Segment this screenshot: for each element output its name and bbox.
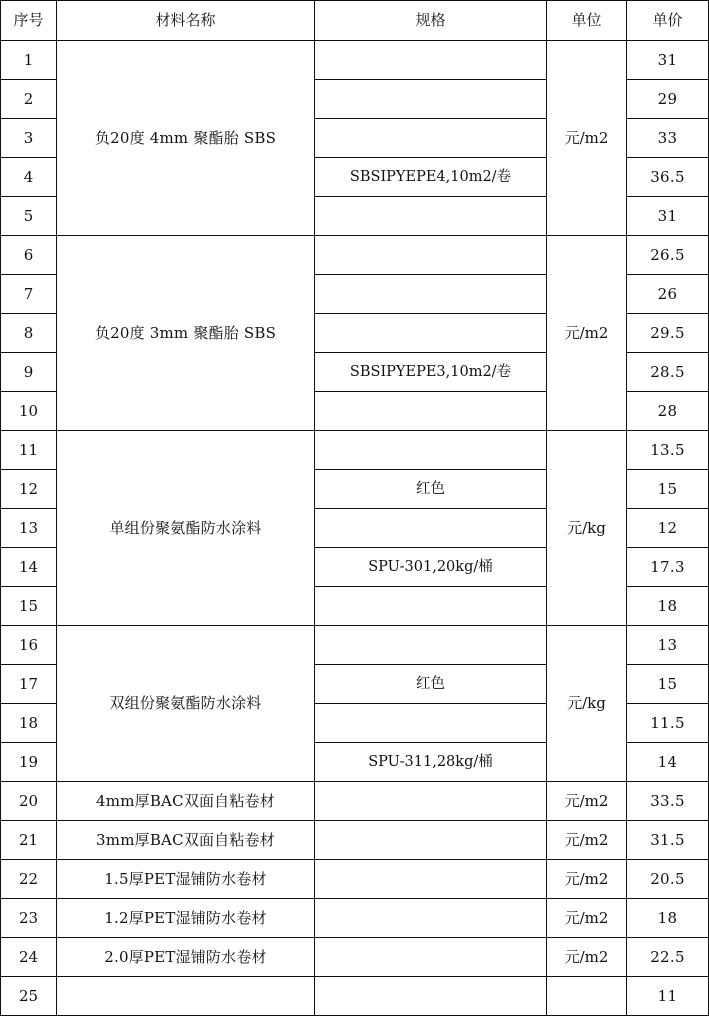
spec-cell [315, 821, 547, 860]
spec-cell [315, 938, 547, 977]
header-price: 单价 [627, 1, 709, 41]
row-no: 3 [1, 119, 57, 158]
price-cell: 28 [627, 392, 709, 431]
table-row [1, 431, 709, 470]
material-name: 单组份聚氨酯防水涂料 [57, 431, 315, 626]
header-spec: 规格 [315, 1, 547, 41]
spec-cell [315, 119, 547, 158]
table-row [1, 938, 709, 977]
price-cell: 14 [627, 743, 709, 782]
spec-cell [315, 977, 547, 1016]
row-no: 6 [1, 236, 57, 275]
material-name: 负20度 3mm 聚酯胎 SBS [57, 236, 315, 431]
price-cell: 11 [627, 977, 709, 1016]
material-name: 3mm厚BAC双面自粘卷材 [57, 821, 315, 860]
row-no: 16 [1, 626, 57, 665]
price-cell: 13.5 [627, 431, 709, 470]
table-row [1, 41, 709, 80]
material-name: 负20度 4mm 聚酯胎 SBS [57, 41, 315, 236]
price-cell: 12 [627, 509, 709, 548]
price-cell: 31 [627, 41, 709, 80]
price-cell: 31.5 [627, 821, 709, 860]
table-row [1, 977, 709, 1016]
row-no: 7 [1, 275, 57, 314]
price-cell: 17.3 [627, 548, 709, 587]
unit-cell: 元/m2 [547, 938, 627, 977]
price-cell: 36.5 [627, 158, 709, 197]
price-cell: 29 [627, 80, 709, 119]
spec-cell: SPU-311,28kg/桶 [315, 743, 547, 782]
price-cell: 33.5 [627, 782, 709, 821]
row-no: 11 [1, 431, 57, 470]
price-cell: 20.5 [627, 860, 709, 899]
row-no: 18 [1, 704, 57, 743]
row-no: 17 [1, 665, 57, 704]
spec-cell [315, 899, 547, 938]
spec-cell [315, 197, 547, 236]
material-name: 1.5厚PET湿铺防水卷材 [57, 860, 315, 899]
spec-cell [315, 80, 547, 119]
table-row [1, 236, 709, 275]
spec-cell [315, 236, 547, 275]
spec-cell: SPU-301,20kg/桶 [315, 548, 547, 587]
price-cell: 22.5 [627, 938, 709, 977]
row-no: 20 [1, 782, 57, 821]
row-no: 25 [1, 977, 57, 1016]
row-no: 12 [1, 470, 57, 509]
table-row [1, 899, 709, 938]
row-no: 23 [1, 899, 57, 938]
spec-cell [315, 275, 547, 314]
unit-cell: 元/m2 [547, 782, 627, 821]
row-no: 1 [1, 41, 57, 80]
spec-cell: SBSIPYEPE3,10m2/卷 [315, 353, 547, 392]
spec-cell [315, 860, 547, 899]
spec-cell: SBSIPYEPE4,10m2/卷 [315, 158, 547, 197]
row-no: 21 [1, 821, 57, 860]
row-no: 14 [1, 548, 57, 587]
spec-cell [315, 392, 547, 431]
unit-cell: 元/m2 [547, 236, 627, 431]
spec-cell [315, 509, 547, 548]
table-row [1, 782, 709, 821]
unit-cell: 元/m2 [547, 899, 627, 938]
material-name: 4mm厚BAC双面自粘卷材 [57, 782, 315, 821]
row-no: 9 [1, 353, 57, 392]
spec-cell [315, 41, 547, 80]
table-row [1, 821, 709, 860]
unit-cell [547, 977, 627, 1016]
spec-cell [315, 704, 547, 743]
row-no: 10 [1, 392, 57, 431]
row-no: 2 [1, 80, 57, 119]
price-cell: 28.5 [627, 353, 709, 392]
unit-cell: 元/kg [547, 626, 627, 782]
header-unit: 单位 [547, 1, 627, 41]
header-no: 序号 [1, 1, 57, 41]
spec-cell [315, 314, 547, 353]
table-row [1, 626, 709, 665]
unit-cell: 元/m2 [547, 41, 627, 236]
material-name: 1.2厚PET湿铺防水卷材 [57, 899, 315, 938]
material-name: 2.0厚PET湿铺防水卷材 [57, 938, 315, 977]
unit-cell: 元/m2 [547, 821, 627, 860]
price-cell: 31 [627, 197, 709, 236]
material-name [57, 977, 315, 1016]
row-no: 13 [1, 509, 57, 548]
row-no: 22 [1, 860, 57, 899]
row-no: 5 [1, 197, 57, 236]
table-row [1, 860, 709, 899]
price-cell: 13 [627, 626, 709, 665]
row-no: 8 [1, 314, 57, 353]
spec-cell: 红色 [315, 470, 547, 509]
unit-cell: 元/m2 [547, 860, 627, 899]
spec-cell [315, 782, 547, 821]
price-cell: 11.5 [627, 704, 709, 743]
price-cell: 15 [627, 470, 709, 509]
spec-cell [315, 587, 547, 626]
spec-cell: 红色 [315, 665, 547, 704]
material-name: 双组份聚氨酯防水涂料 [57, 626, 315, 782]
price-cell: 33 [627, 119, 709, 158]
spec-cell [315, 431, 547, 470]
price-cell: 26 [627, 275, 709, 314]
row-no: 19 [1, 743, 57, 782]
price-cell: 18 [627, 899, 709, 938]
price-cell: 29.5 [627, 314, 709, 353]
header-row [1, 1, 709, 41]
unit-cell: 元/kg [547, 431, 627, 626]
header-material-name: 材料名称 [57, 1, 315, 41]
row-no: 24 [1, 938, 57, 977]
price-cell: 18 [627, 587, 709, 626]
price-cell: 15 [627, 665, 709, 704]
row-no: 4 [1, 158, 57, 197]
spec-cell [315, 626, 547, 665]
row-no: 15 [1, 587, 57, 626]
price-cell: 26.5 [627, 236, 709, 275]
